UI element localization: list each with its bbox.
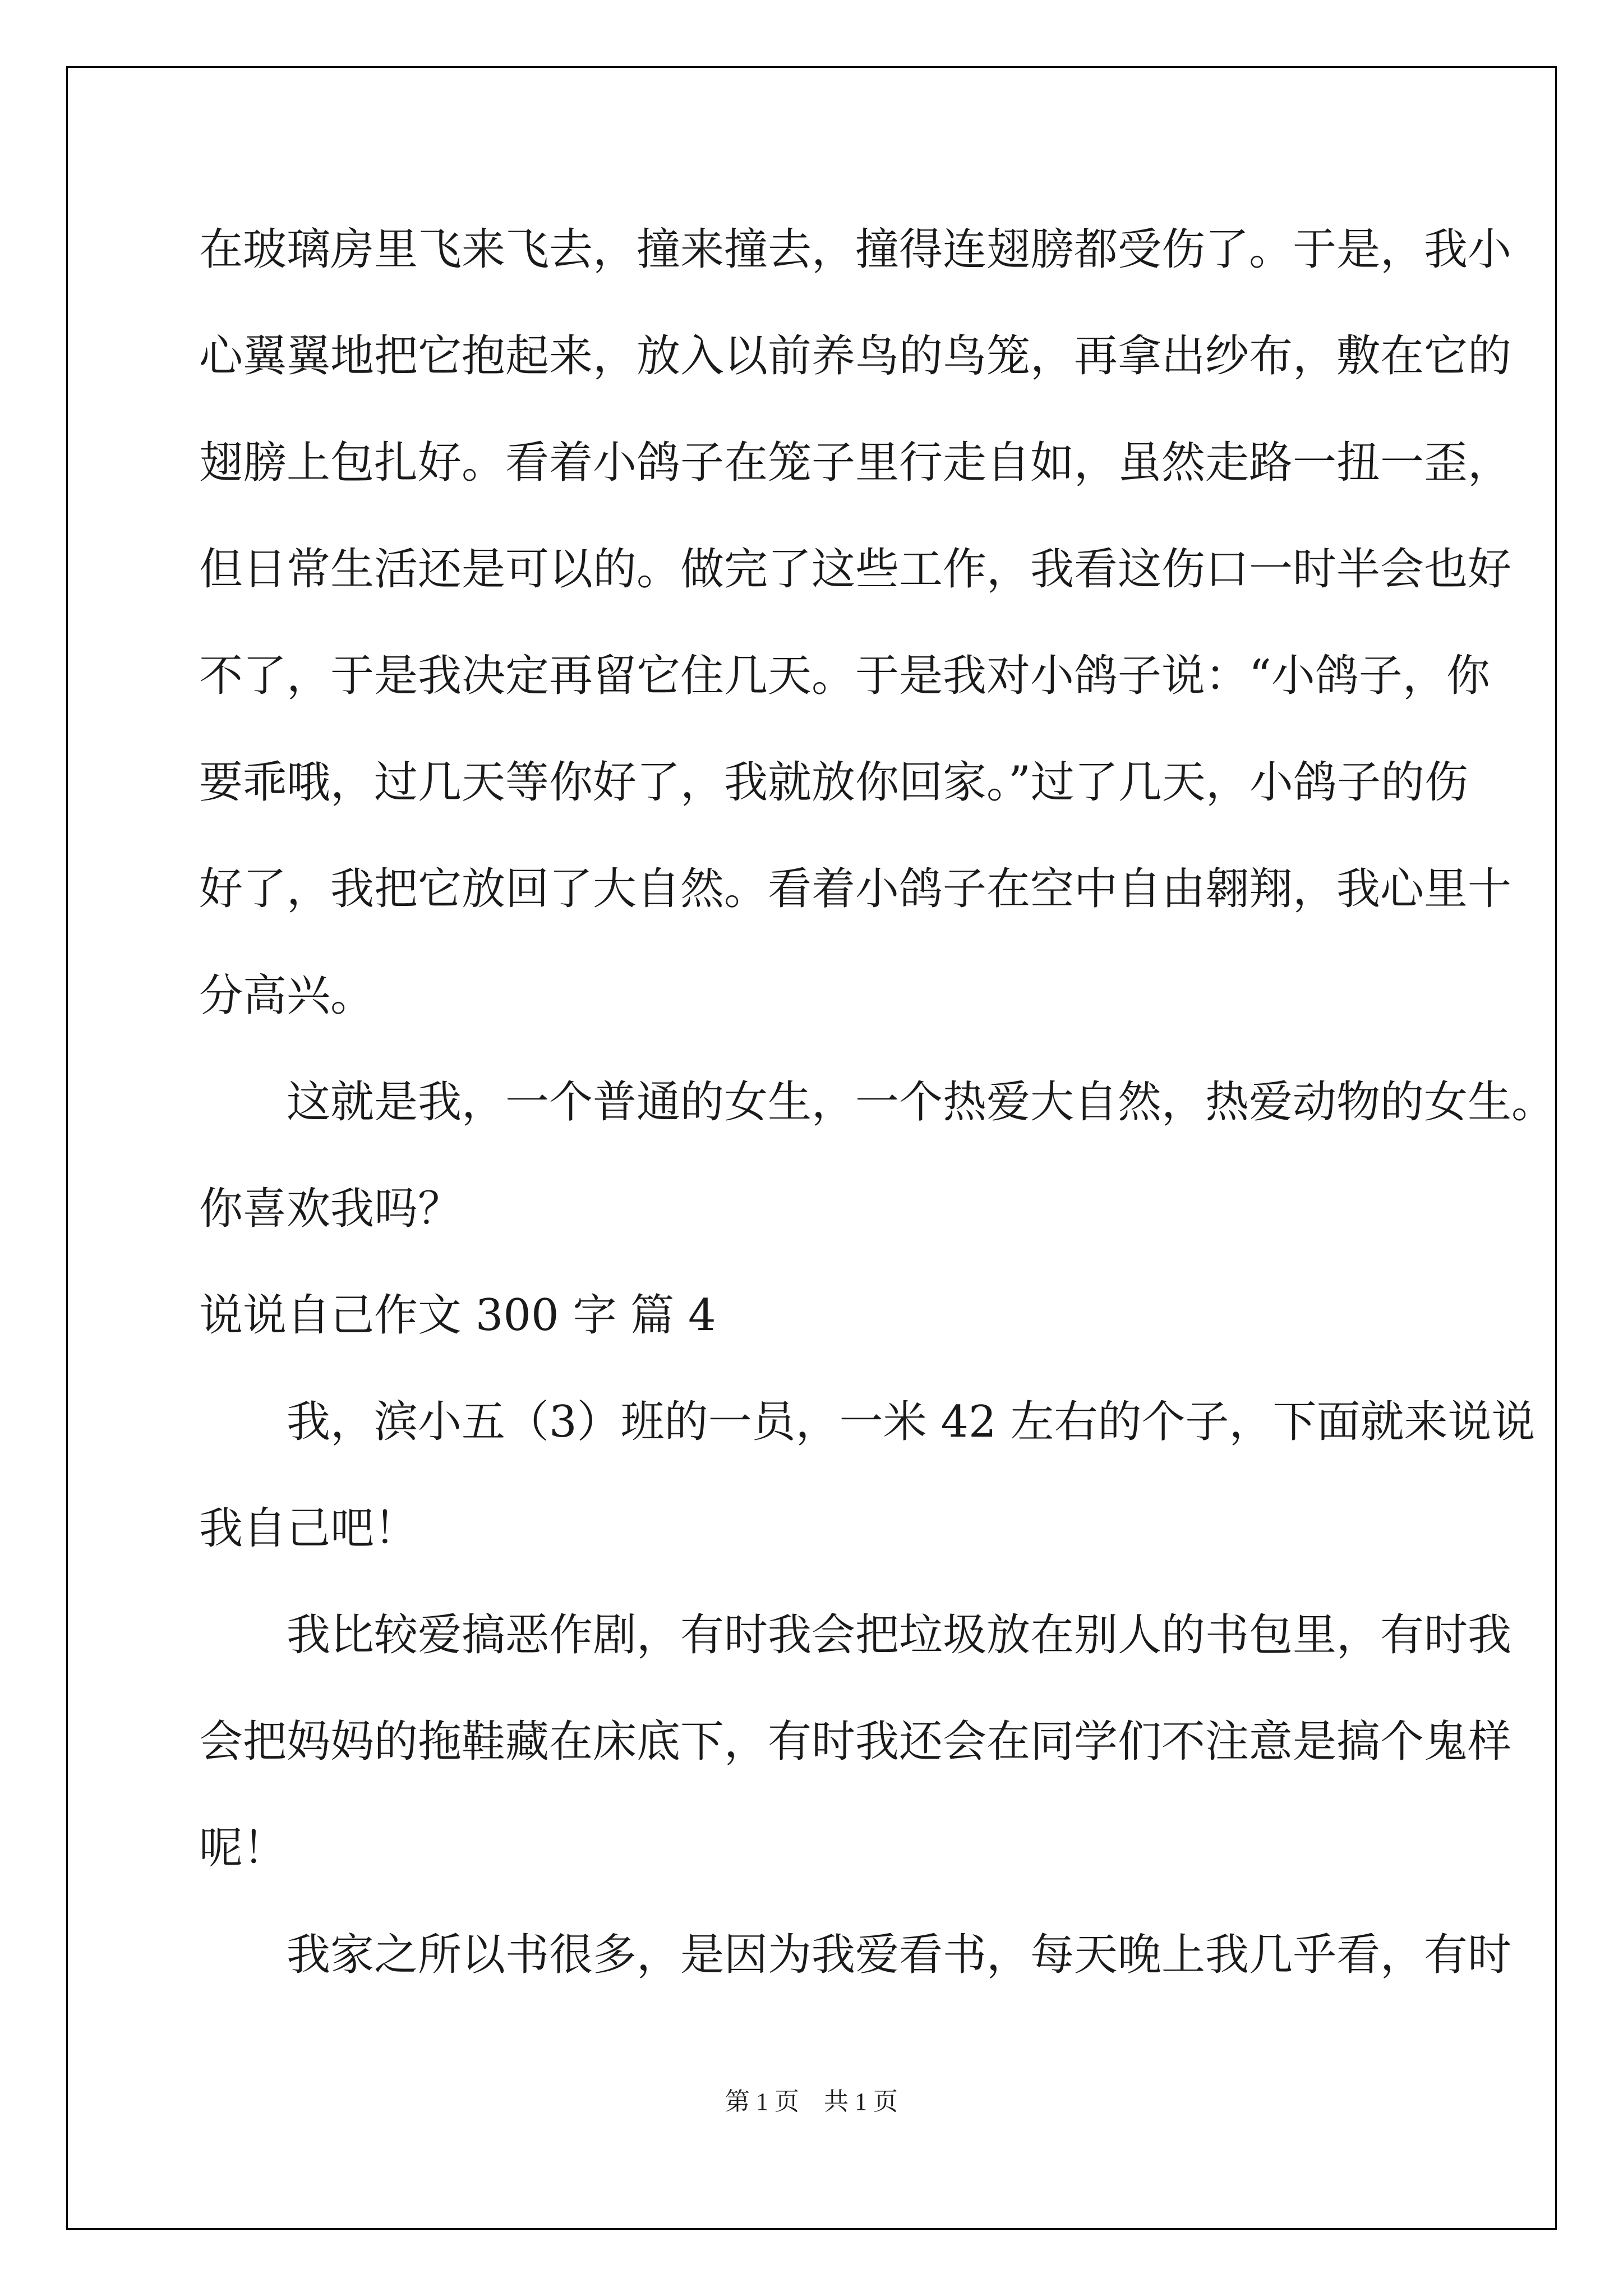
text-line: 我自己吧！: [199, 1503, 418, 1554]
text-line: 我，滨小五（3）班的一员，一米 42 左右的个子，下面就来说说: [199, 1397, 1536, 1447]
text-line: 翅膀上包扎好。看着小鸽子在笼子里行走自如，虽然走路一扭一歪，: [199, 438, 1512, 488]
text-line: 分高兴。: [199, 970, 375, 1021]
text-line: 你喜欢我吗？: [199, 1184, 462, 1234]
text-line: 不了，于是我决定再留它住几天。于是我对小鸽子说：“小鸽子，你: [199, 651, 1490, 701]
text-line: 心翼翼地把它抱起来，放入以前养鸟的鸟笼，再拿出纱布，敷在它的: [199, 331, 1512, 381]
text-line: 但日常生活还是可以的。做完了这些工作，我看这伤口一时半会也好: [199, 544, 1512, 595]
page-border: [66, 66, 1557, 2230]
text-line: 这就是我，一个普通的女生，一个热爱大自然，热爱动物的女生。: [199, 1077, 1556, 1128]
text-line: 好了，我把它放回了大自然。看着小鸽子在空中自由翱翔，我心里十: [199, 864, 1512, 914]
text-line: 我比较爱搞恶作剧，有时我会把垃圾放在别人的书包里，有时我: [199, 1610, 1512, 1660]
text-line: 呢！: [199, 1823, 287, 1874]
text-line: 会把妈妈的拖鞋藏在床底下，有时我还会在同学们不注意是搞个鬼样: [199, 1717, 1512, 1767]
text-line: 在玻璃房里飞来飞去，撞来撞去，撞得连翅膀都受伤了。于是，我小: [199, 224, 1512, 275]
text-line: 要乖哦，过几天等你好了，我就放你回家。”过了几天，小鸽子的伤: [199, 757, 1468, 808]
section-heading: 说说自己作文 300 字 篇 4: [199, 1290, 716, 1341]
page-footer: 第 1 页 共 1 页: [725, 2088, 898, 2115]
text-line: 我家之所以书很多，是因为我爱看书，每天晚上我几乎看，有时: [199, 1930, 1512, 1980]
